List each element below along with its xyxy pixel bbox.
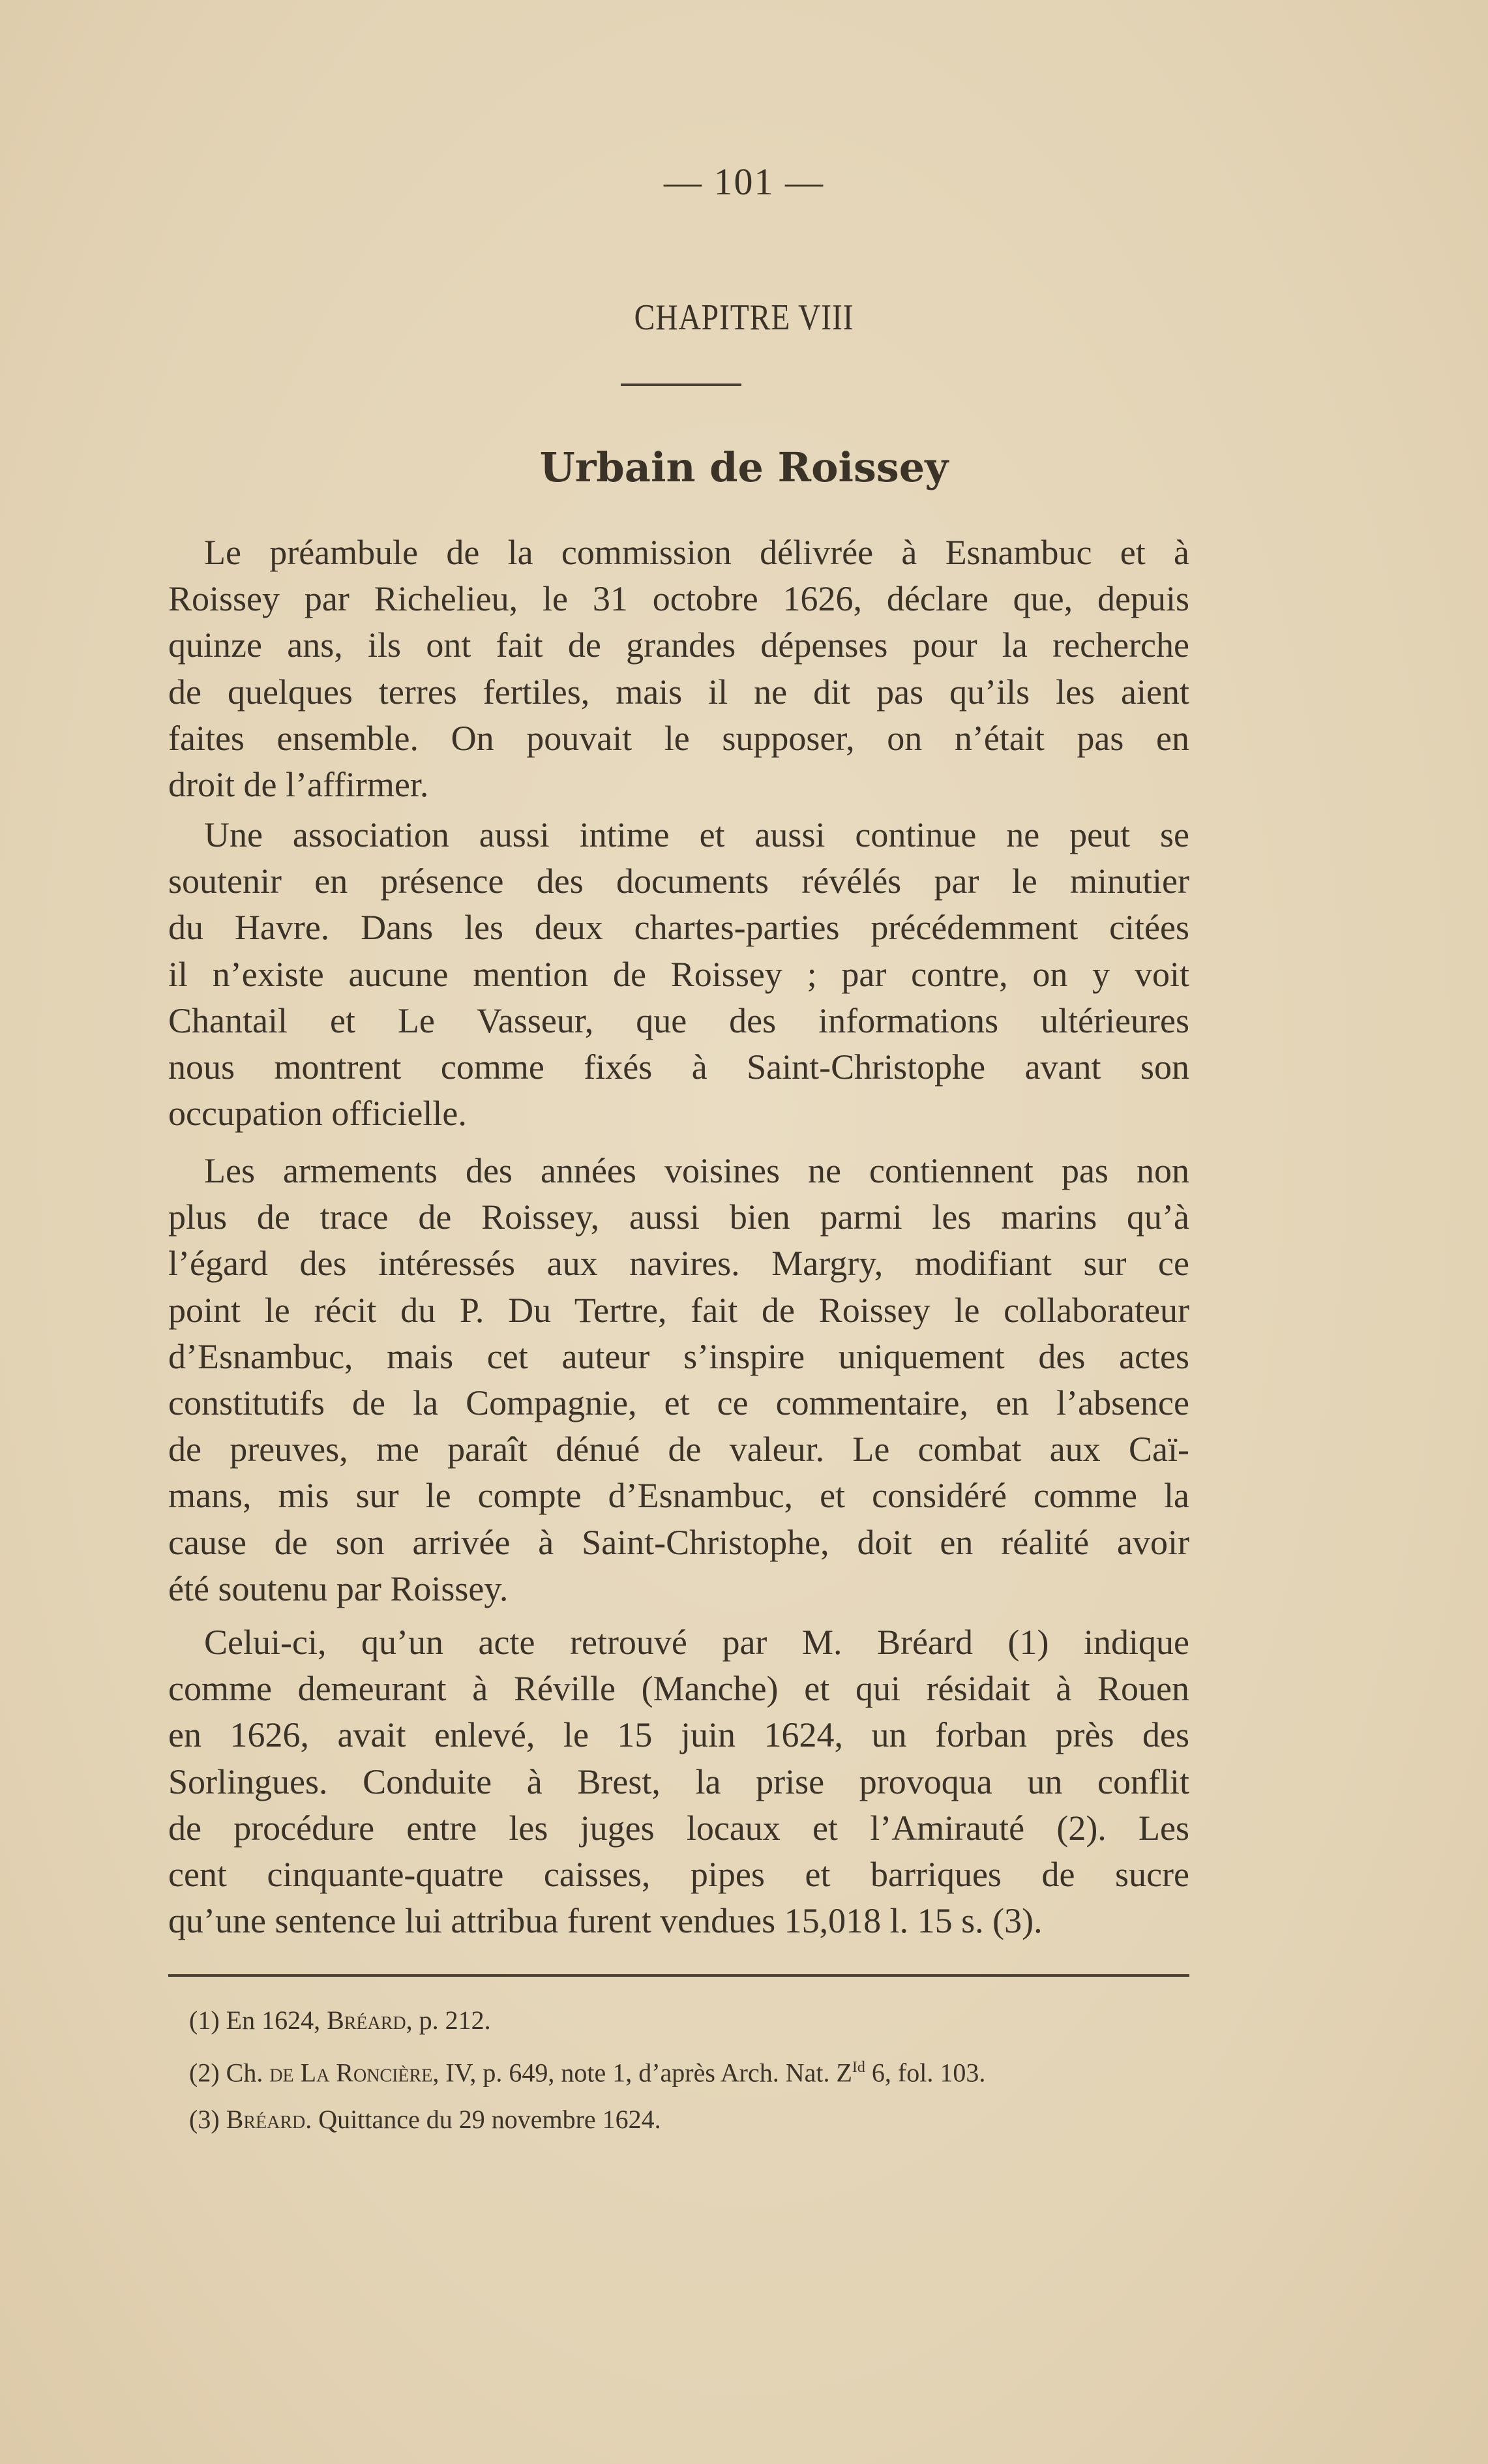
footnote-text: [220, 2105, 226, 2134]
text-line: comme demeurant à Réville (Manche) et qui résidait à Rouen: [168, 1669, 1189, 1709]
text-line: faites ensemble. On pouvait le supposer, on n’était pas en: [168, 718, 1189, 758]
paragraph: [168, 812, 1189, 1137]
text-line: nous montrent comme fixés à Saint-Christophe avant son: [168, 1047, 1189, 1087]
footnote-1: [189, 1997, 985, 2044]
text-line: point le récit du P. Du Tertre, fait de Roissey le collaborateur: [168, 1290, 1189, 1330]
chapter-divider: [621, 383, 741, 386]
footnote-number: (1): [189, 2006, 220, 2035]
footnote-2: [189, 2044, 985, 2096]
text-line: droit de l’affirmer.: [168, 764, 429, 804]
footnote-text: 6, fol. 103.: [865, 2058, 986, 2088]
text-line: l’égard des intéressés aux navires. Margry, modifiant sur ce: [168, 1244, 1189, 1284]
footnote-text: Ch.: [219, 2058, 270, 2088]
footnote-text: , IV, p. 649, note 1, d’après Arch. Nat. Z: [432, 2058, 852, 2088]
text-line: de quelques terres fertiles, mais il ne dit pas qu’ils les aient: [168, 672, 1189, 712]
text-line: qu’une sentence lui attribua furent vendues 15,018 l. 15 s. (3).: [168, 1901, 1043, 1941]
text-line: mans, mis sur le compte d’Esnambuc, et considéré comme la: [168, 1476, 1189, 1516]
text-line: Roissey par Richelieu, le 31 octobre 1626, déclare que, depuis: [168, 579, 1189, 619]
text-line: cent cinquante-quatre caisses, pipes et barriques de sucre: [168, 1854, 1189, 1894]
paragraph: [168, 530, 1189, 808]
footnote-text: . Quittance du 29 novembre 1624.: [305, 2105, 661, 2135]
text-line: il n’existe aucune mention de Roissey ; par contre, on y voit: [168, 954, 1189, 994]
footnote-text: En 1624,: [219, 2006, 327, 2035]
section-title: Urbain de Roissey: [539, 443, 949, 491]
text-line: soutenir en présence des documents révélés par le minutier: [168, 862, 1189, 901]
superscript: Id: [852, 2059, 865, 2076]
footnote-number: (2): [189, 2058, 220, 2088]
text-line: plus de trace de Roissey, aussi bien parmi les marins qu’à: [168, 1197, 1189, 1237]
text-line: Sorlingues. Conduite à Brest, la prise provoqua un conflit: [168, 1762, 1189, 1801]
author-name: de La Roncière: [269, 2058, 433, 2088]
paragraph: [168, 1619, 1189, 1944]
footnote-3: [189, 2096, 985, 2143]
author-name: Bréard: [327, 2006, 406, 2035]
text-line: Une association aussi intime et aussi continue ne peut se: [204, 815, 1189, 854]
text-line: de procédure entre les juges locaux et l’Amirauté (2). Les: [168, 1808, 1189, 1848]
chapter-heading: CHAPITRE VIII: [634, 297, 854, 338]
text-line: Celui-ci, qu’un acte retrouvé par M. Bréard (1) indique: [204, 1623, 1189, 1662]
footnote-text: , p. 212.: [406, 2006, 491, 2035]
author-name: Bréard: [226, 2105, 306, 2135]
footnote-number: (3): [189, 2105, 220, 2135]
text-line: cause de son arrivée à Saint-Christophe, doit en réalité avoir: [168, 1522, 1189, 1562]
page-number: — 101 —: [664, 160, 824, 203]
paragraph: [168, 1148, 1189, 1612]
text-line: du Havre. Dans les deux chartes-parties précédemment citées: [168, 908, 1189, 948]
text-line: d’Esnambuc, mais cet auteur s’inspire uniquement des actes: [168, 1336, 1189, 1376]
text-line: constitutifs de la Compagnie, et ce commentaire, en l’absence: [168, 1383, 1189, 1422]
text-line: occupation officielle.: [168, 1094, 467, 1134]
text-line: été soutenu par Roissey.: [168, 1569, 509, 1608]
text-line: de preuves, me paraît dénué de valeur. Le combat aux Caï-: [168, 1430, 1189, 1469]
text-line: en 1626, avait enlevé, le 15 juin 1624, un forban près des: [168, 1715, 1189, 1755]
footnotes: [189, 1997, 985, 2143]
text-line: Les armements des années voisines ne contiennent pas non: [204, 1151, 1189, 1190]
text-line: Le préambule de la commission délivrée à Esnambuc et à: [204, 533, 1189, 572]
text-line: quinze ans, ils ont fait de grandes dépenses pour la recherche: [168, 625, 1189, 665]
text-line: Chantail et Le Vasseur, que des informations ultérieures: [168, 1000, 1189, 1040]
footnote-divider: [168, 1974, 1189, 1977]
